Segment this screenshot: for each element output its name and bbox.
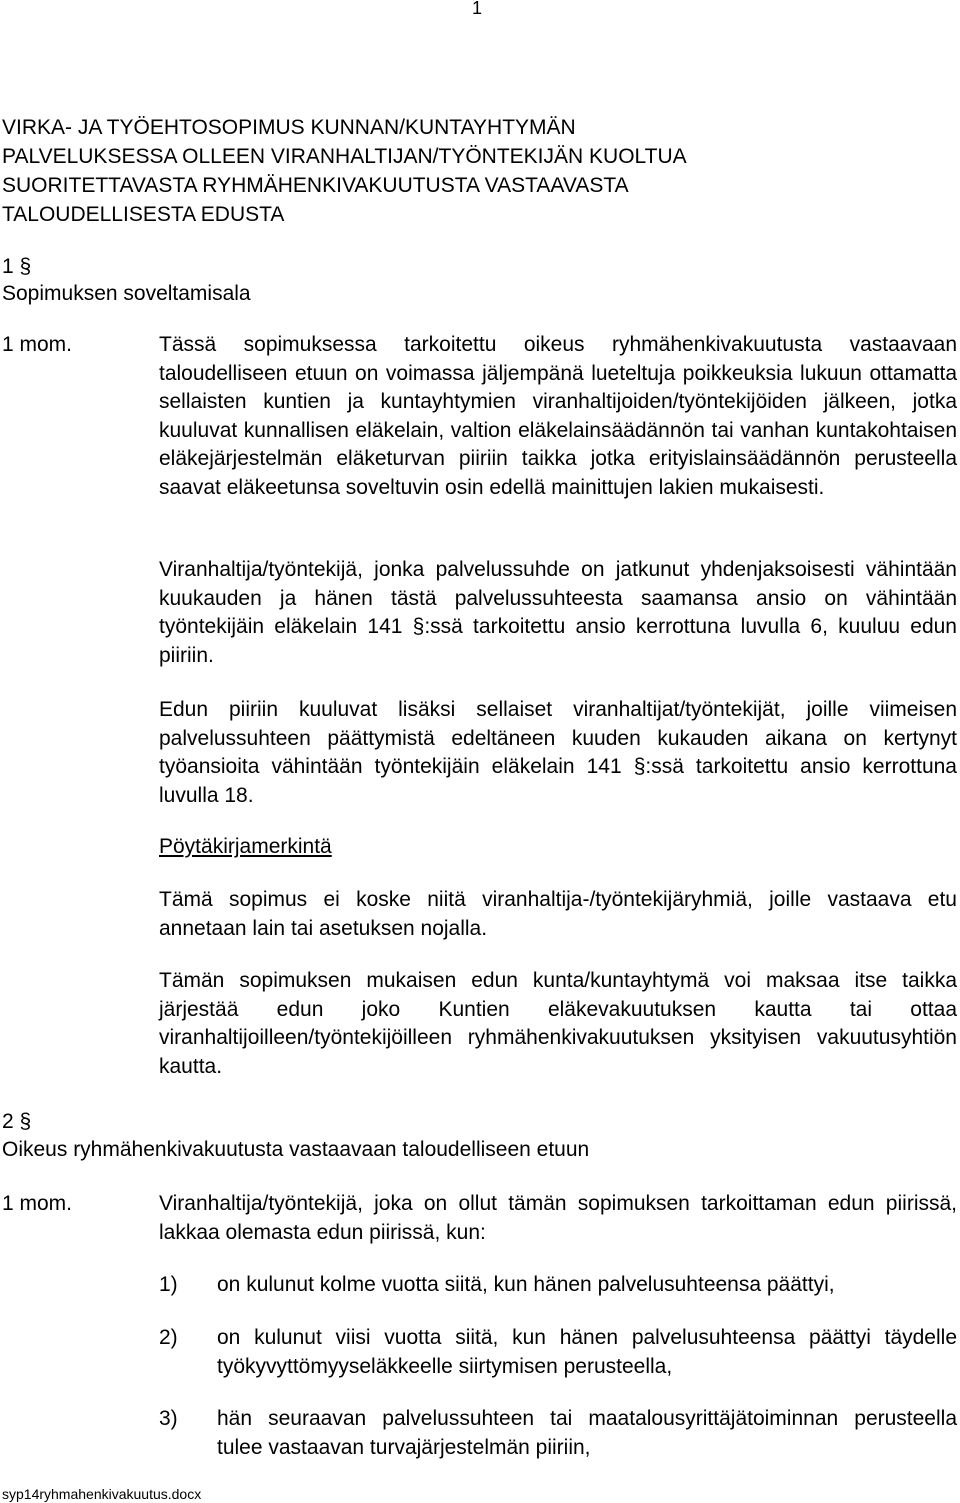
section-2-intro: Viranhaltija/työntekijä, joka on ollut tämän sopimuksen tarkoittaman edun piirissä, lakkaa olemasta edun piirissä, kun:	[159, 1192, 957, 1244]
list-item-number: 1)	[159, 1273, 178, 1296]
list-item-number: 3)	[159, 1407, 178, 1430]
list-item-text: hän seuraavan palvelussuhteen tai maatalousyrittäjätoiminnan perusteella tulee vastaavan turvajärjestelmän piiriin,	[217, 1407, 957, 1459]
title-line: TALOUDELLISESTA EDUSTA	[2, 203, 285, 226]
section-2-mom-label: 1 mom.	[2, 1192, 73, 1215]
section-1-number: 1 §	[2, 255, 32, 278]
section-1-paragraph: Tässä sopimuksessa tarkoitettu oikeus ryhmähenkivakuutusta vastaavaan taloudelliseen etuun on voimassa jäljempänä lueteltuja poikkeuksia lukuun ottamatta sellaisten kuntien ja kuntayhtymien viranhaltijoiden/työntekijöiden jälkeen, jotka kuuluvat kunnallisen eläkelain, valtion eläkelainsäädännön tai vanhan kuntakohtaisen eläkejärjestelmän eläketurvan piiriin taikka jotka erityislainsäädännön perusteella saavat eläkeetunsa soveltuvin osin edellä mainittujen lakien mukaisesti.	[159, 333, 957, 499]
list-item-number: 2)	[159, 1326, 178, 1349]
section-1-heading: Sopimuksen soveltamisala	[2, 282, 251, 305]
section-1-paragraph: Viranhaltija/työntekijä, jonka palvelussuhde on jatkunut yhdenjaksoisesti vähintään kuukauden ja hänen tästä palvelussuhteesta saamansa ansio on vähintään työntekijäin eläkelain 141 §:ssä tarkoitettu ansio kerrottuna luvulla 6, kuuluu edun piiriin.	[159, 558, 957, 667]
page-number: 1	[472, 0, 483, 18]
title-line: PALVELUKSESSA OLLEEN VIRANHALTIJAN/TYÖNTEKIJÄN KUOLTUA	[2, 145, 687, 168]
document-title	[2, 113, 687, 229]
note-paragraph: Tämä sopimus ei koske niitä viranhaltija-/työntekijäryhmiä, joille vastaava etu annetaan lain tai asetuksen nojalla.	[159, 888, 957, 940]
note-paragraph: Tämän sopimuksen mukaisen edun kunta/kuntayhtymä voi maksaa itse taikka järjestää edun joko Kuntien eläkevakuutuksen kautta tai ottaa viranhaltijoilleen/työntekijöilleen ryhmähenkivakuutuksen yksityisen vakuutusyhtiön kautta.	[159, 969, 957, 1078]
section-2-number: 2 §	[2, 1110, 32, 1133]
note-heading: Pöytäkirjamerkintä	[159, 835, 332, 858]
list-item-text: on kulunut viisi vuotta siitä, kun hänen palvelusuhteensa päättyi täydelle työkyvyttömyyseläkkeelle siirtymisen perusteella,	[217, 1326, 957, 1378]
section-1-mom-label: 1 mom.	[2, 333, 73, 356]
footer-filename: syp14ryhmahenkivakuutus.docx	[2, 1486, 202, 1502]
section-1-paragraph: Edun piiriin kuuluvat lisäksi sellaiset viranhaltijat/työntekijät, joille viimeisen palvelussuhteen päättymistä edeltäneen kuuden kukauden aikana on kertynyt työansioita vähintään työntekijäin eläkelain 141 §:ssä tarkoitettu ansio kerrottuna luvulla 18.	[159, 698, 957, 807]
section-2-heading: Oikeus ryhmähenkivakuutusta vastaavaan taloudelliseen etuun	[2, 1138, 590, 1161]
title-line: SUORITETTAVASTA RYHMÄHENKIVAKUUTUSTA VASTAAVASTA	[2, 174, 629, 197]
title-line: VIRKA- JA TYÖEHTOSOPIMUS KUNNAN/KUNTAYHTYMÄN	[2, 116, 576, 139]
list-item-text: on kulunut kolme vuotta siitä, kun hänen palvelusuhteensa päättyi,	[217, 1273, 835, 1296]
